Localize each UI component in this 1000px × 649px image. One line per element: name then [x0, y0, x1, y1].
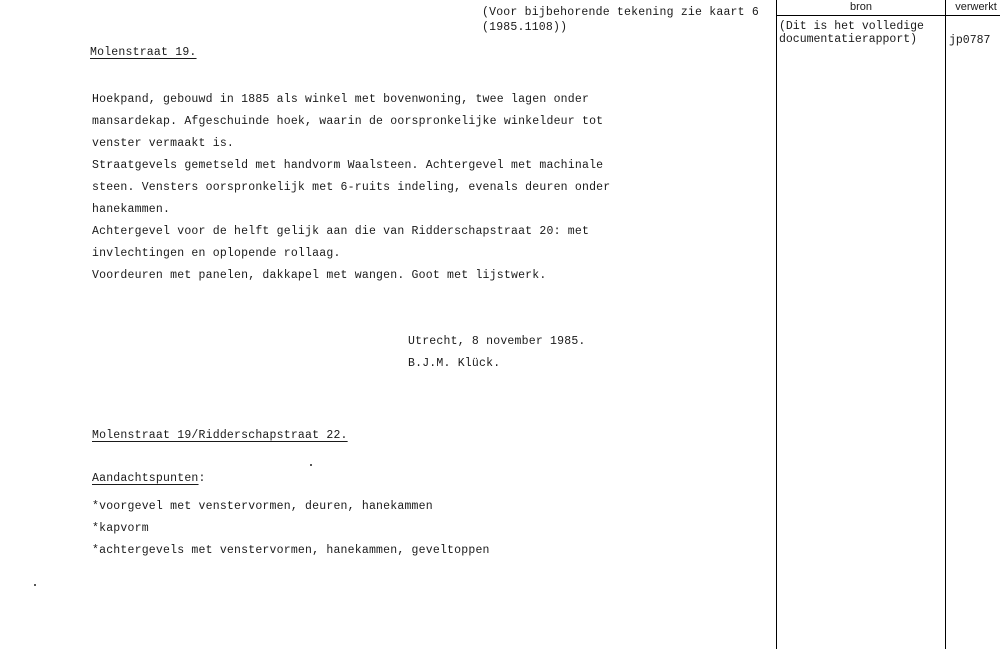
verwerkt-value: jp0787 [949, 34, 991, 47]
column-divider-right [945, 0, 946, 649]
column-divider-left [776, 0, 777, 649]
header-rule [776, 15, 1000, 16]
drawing-reference-line-2: (1985.1108)) [482, 21, 568, 34]
section2-title: Molenstraat 19/Ridderschapstraat 22. [92, 429, 348, 442]
body-line: steen. Vensters oorspronkelijk met 6-ruits indeling, evenals deuren onder [92, 181, 611, 194]
attention-item: *voorgevel met venstervormen, deuren, hanekammen [92, 500, 433, 513]
speck-mark [34, 584, 36, 586]
body-line: mansardekap. Afgeschuinde hoek, waarin de oorspronkelijke winkeldeur tot [92, 115, 604, 128]
bron-header: bron [849, 1, 873, 13]
bron-line-2: documentatierapport) [779, 33, 918, 46]
attention-points-label: Aandachtspunten [92, 472, 199, 485]
body-line: Voordeuren met panelen, dakkapel met wangen. Goot met lijstwerk. [92, 269, 547, 282]
body-line: Hoekpand, gebouwd in 1885 als winkel met bovenwoning, twee lagen onder [92, 93, 590, 106]
verwerkt-header: verwerkt [955, 1, 997, 13]
attention-item: *kapvorm [92, 522, 149, 535]
attention-points-colon: : [198, 472, 206, 485]
drawing-reference-line-1: (Voor bijbehorende tekening zie kaart 6 [482, 6, 759, 19]
attention-item: *achtergevels met venstervormen, hanekammen, geveltoppen [92, 544, 490, 557]
body-line: hanekammen. [92, 203, 171, 216]
body-line: Straatgevels gemetseld met handvorm Waalsteen. Achtergevel met machinale [92, 159, 604, 172]
section1-title: Molenstraat 19. [90, 46, 197, 59]
speck-mark [310, 464, 312, 466]
bron-line-1: (Dit is het volledige [779, 20, 924, 33]
body-line: Achtergevel voor de helft gelijk aan die van Ridderschapstraat 20: met [92, 225, 590, 238]
author-signature: B.J.M. Klück. [408, 357, 501, 370]
body-line: invlechtingen en oplopende rollaag. [92, 247, 341, 260]
body-line: venster vermaakt is. [92, 137, 235, 150]
attention-points-heading [92, 472, 206, 486]
place-date: Utrecht, 8 november 1985. [408, 335, 586, 348]
